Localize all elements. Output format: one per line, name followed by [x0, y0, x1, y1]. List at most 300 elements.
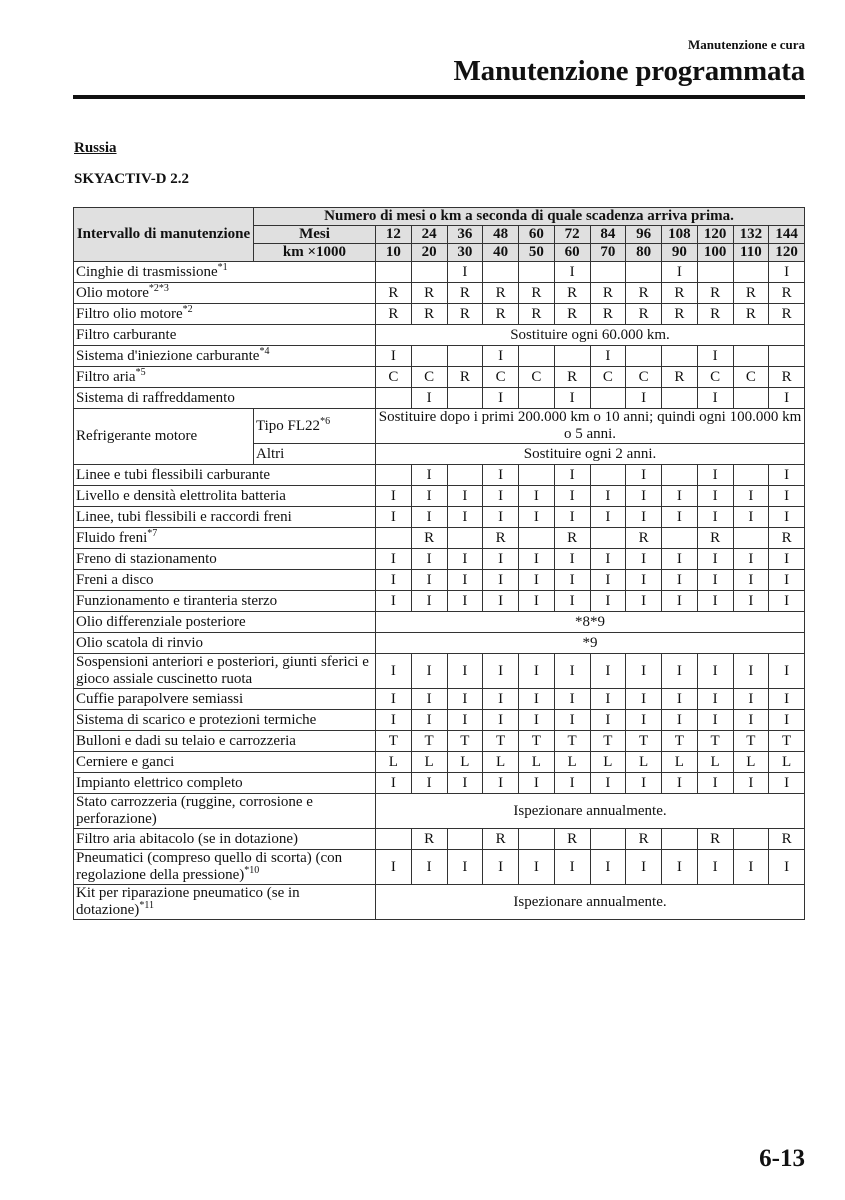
footnote-marker: *1	[217, 261, 228, 273]
schedule-cell: I	[447, 689, 483, 710]
schedule-cell: I	[519, 570, 555, 591]
schedule-cell	[733, 388, 769, 409]
item-name: Filtro aria abitacolo (se in dotazione)	[76, 830, 299, 847]
schedule-cell: L	[554, 752, 590, 773]
schedule-cell: I	[626, 507, 662, 528]
schedule-cell: L	[769, 752, 805, 773]
table-row	[74, 654, 805, 689]
schedule-cell: I	[554, 465, 590, 486]
schedule-cell: I	[769, 486, 805, 507]
schedule-cell: I	[697, 654, 733, 689]
schedule-cell: I	[519, 486, 555, 507]
schedule-cell: I	[697, 549, 733, 570]
schedule-cell	[733, 262, 769, 283]
schedule-cell: I	[411, 465, 447, 486]
month-132: 132	[733, 226, 769, 244]
schedule-cell: R	[411, 304, 447, 325]
schedule-cell: R	[554, 829, 590, 850]
schedule-table-body	[74, 208, 805, 920]
table-row	[74, 346, 805, 367]
schedule-cell: I	[626, 689, 662, 710]
schedule-cell: T	[483, 731, 519, 752]
schedule-cell: I	[662, 570, 698, 591]
schedule-cell	[411, 346, 447, 367]
schedule-cell	[519, 829, 555, 850]
schedule-cell: I	[447, 710, 483, 731]
item-label	[74, 465, 376, 486]
schedule-cell: I	[662, 710, 698, 731]
schedule-cell: R	[590, 283, 626, 304]
schedule-cell: T	[662, 731, 698, 752]
schedule-cell: R	[411, 283, 447, 304]
schedule-cell	[590, 528, 626, 549]
km-110: 110	[733, 244, 769, 262]
item-label	[74, 304, 376, 325]
schedule-cell: I	[411, 654, 447, 689]
table-row	[74, 633, 805, 654]
schedule-cell: I	[483, 591, 519, 612]
schedule-cell: I	[376, 570, 412, 591]
schedule-cell: I	[626, 570, 662, 591]
schedule-cell: I	[733, 591, 769, 612]
coolant-type-name: Tipo FL22	[256, 417, 321, 434]
table-row	[74, 283, 805, 304]
schedule-cell: I	[411, 773, 447, 794]
schedule-cell: R	[590, 304, 626, 325]
schedule-cell	[519, 388, 555, 409]
schedule-cell: I	[697, 591, 733, 612]
item-label	[74, 773, 376, 794]
schedule-cell	[662, 829, 698, 850]
schedule-cell: I	[626, 388, 662, 409]
schedule-cell: I	[411, 689, 447, 710]
item-name: Kit per riparazione pneumatico (se in dotazione)	[76, 885, 300, 918]
table-row	[74, 773, 805, 794]
schedule-cell: I	[662, 654, 698, 689]
schedule-cell: I	[483, 465, 519, 486]
schedule-cell: R	[411, 528, 447, 549]
schedule-cell: I	[483, 486, 519, 507]
schedule-cell: I	[483, 570, 519, 591]
schedule-cell: R	[769, 367, 805, 388]
schedule-cell: I	[697, 850, 733, 885]
schedule-cell: I	[733, 654, 769, 689]
month-60: 60	[519, 226, 555, 244]
schedule-cell: I	[483, 346, 519, 367]
schedule-cell: I	[626, 710, 662, 731]
interval-header: Intervallo di manutenzione	[74, 208, 254, 262]
schedule-cell	[590, 829, 626, 850]
table-row	[74, 325, 805, 346]
schedule-cell: I	[733, 850, 769, 885]
item-name: Fluido freni	[76, 529, 148, 546]
table-row	[74, 262, 805, 283]
item-name: Livello e densità elettrolita batteria	[76, 487, 286, 504]
schedule-cell	[411, 262, 447, 283]
schedule-cell: I	[447, 549, 483, 570]
schedule-cell: I	[447, 507, 483, 528]
schedule-cell: I	[554, 773, 590, 794]
schedule-cell: I	[554, 388, 590, 409]
schedule-cell: L	[411, 752, 447, 773]
schedule-cell: R	[554, 528, 590, 549]
schedule-cell: I	[662, 689, 698, 710]
coolant-fl22-label	[254, 409, 376, 444]
item-note: Sostituire ogni 60.000 km.	[376, 325, 805, 346]
month-120: 120	[697, 226, 733, 244]
schedule-cell: I	[733, 689, 769, 710]
schedule-cell: I	[733, 507, 769, 528]
schedule-cell: I	[697, 346, 733, 367]
schedule-cell: T	[376, 731, 412, 752]
schedule-cell: I	[769, 388, 805, 409]
item-name: Freno di stazionamento	[76, 550, 217, 567]
schedule-cell: L	[519, 752, 555, 773]
section-header: Manutenzione e cura	[688, 37, 805, 52]
schedule-cell: R	[733, 304, 769, 325]
month-144: 144	[769, 226, 805, 244]
schedule-cell	[376, 528, 412, 549]
schedule-cell: C	[411, 367, 447, 388]
schedule-cell: L	[626, 752, 662, 773]
schedule-cell: L	[376, 752, 412, 773]
schedule-cell: I	[626, 850, 662, 885]
schedule-cell: R	[626, 829, 662, 850]
schedule-cell	[447, 346, 483, 367]
km-label: km ×1000	[254, 244, 376, 262]
item-label	[74, 507, 376, 528]
schedule-cell: I	[519, 850, 555, 885]
schedule-cell: T	[733, 731, 769, 752]
schedule-cell: I	[697, 570, 733, 591]
footnote-marker: *10	[244, 865, 260, 876]
item-name: Olio differenziale posteriore	[76, 613, 246, 630]
schedule-cell: I	[554, 262, 590, 283]
schedule-cell: I	[590, 570, 626, 591]
schedule-cell	[626, 262, 662, 283]
schedule-cell	[376, 465, 412, 486]
table-row	[74, 409, 805, 444]
schedule-cell: I	[733, 549, 769, 570]
schedule-cell: I	[590, 773, 626, 794]
schedule-cell: R	[626, 283, 662, 304]
item-name: Filtro aria	[76, 368, 136, 385]
schedule-cell	[590, 262, 626, 283]
schedule-cell: I	[519, 773, 555, 794]
item-name: Filtro carburante	[76, 326, 177, 343]
schedule-cell: I	[554, 654, 590, 689]
schedule-cell	[447, 528, 483, 549]
schedule-cell: L	[590, 752, 626, 773]
table-row	[74, 367, 805, 388]
header-row	[74, 208, 805, 226]
schedule-cell: I	[662, 549, 698, 570]
schedule-cell	[662, 528, 698, 549]
schedule-cell: I	[483, 710, 519, 731]
schedule-cell: L	[447, 752, 483, 773]
table-row	[74, 612, 805, 633]
schedule-cell	[733, 528, 769, 549]
schedule-cell: R	[662, 283, 698, 304]
schedule-cell: I	[376, 689, 412, 710]
km-80: 80	[626, 244, 662, 262]
schedule-cell	[447, 829, 483, 850]
schedule-cell: T	[626, 731, 662, 752]
km-50: 50	[519, 244, 555, 262]
km-90: 90	[662, 244, 698, 262]
schedule-cell: I	[697, 689, 733, 710]
schedule-cell: R	[554, 367, 590, 388]
schedule-cell: T	[769, 731, 805, 752]
schedule-cell: I	[554, 507, 590, 528]
schedule-cell: I	[519, 549, 555, 570]
schedule-cell	[376, 829, 412, 850]
item-label	[74, 710, 376, 731]
schedule-cell: I	[447, 486, 483, 507]
schedule-cell: L	[662, 752, 698, 773]
schedule-cell: R	[483, 829, 519, 850]
schedule-cell: R	[697, 528, 733, 549]
schedule-cell: I	[769, 549, 805, 570]
item-note: *9	[376, 633, 805, 654]
schedule-cell: I	[411, 710, 447, 731]
item-note: Ispezionare annualmente.	[376, 794, 805, 829]
schedule-cell: I	[662, 262, 698, 283]
table-row	[74, 752, 805, 773]
month-84: 84	[590, 226, 626, 244]
schedule-cell: I	[554, 549, 590, 570]
footnote-marker: *7	[147, 527, 158, 539]
schedule-cell: I	[697, 773, 733, 794]
schedule-cell: I	[411, 507, 447, 528]
schedule-cell	[733, 465, 769, 486]
months-label: Mesi	[254, 226, 376, 244]
schedule-cell	[590, 388, 626, 409]
km-120: 120	[769, 244, 805, 262]
schedule-cell: I	[697, 388, 733, 409]
schedule-cell: I	[447, 773, 483, 794]
item-name: Olio motore	[76, 284, 149, 301]
schedule-cell: I	[626, 465, 662, 486]
schedule-cell	[519, 262, 555, 283]
schedule-cell: I	[697, 710, 733, 731]
coolant-label: Refrigerante motore	[74, 409, 254, 465]
schedule-cell: I	[733, 570, 769, 591]
schedule-cell: R	[733, 283, 769, 304]
schedule-cell: R	[769, 528, 805, 549]
schedule-cell: I	[697, 465, 733, 486]
schedule-cell	[733, 346, 769, 367]
item-label	[74, 689, 376, 710]
schedule-cell: C	[519, 367, 555, 388]
schedule-cell: I	[662, 507, 698, 528]
schedule-cell: I	[519, 689, 555, 710]
schedule-cell: I	[626, 486, 662, 507]
coolant-fl22-note: Sostituire dopo i primi 200.000 km o 10 anni; quindi ogni 100.000 km o 5 anni.	[376, 409, 805, 444]
schedule-cell: I	[733, 486, 769, 507]
schedule-cell: I	[519, 591, 555, 612]
schedule-cell: I	[733, 710, 769, 731]
item-label	[74, 283, 376, 304]
schedule-cell: I	[376, 654, 412, 689]
schedule-cell: C	[697, 367, 733, 388]
schedule-cell	[554, 346, 590, 367]
schedule-cell: I	[447, 654, 483, 689]
schedule-cell: I	[447, 591, 483, 612]
schedule-cell	[590, 465, 626, 486]
table-row	[74, 570, 805, 591]
schedule-cell	[662, 465, 698, 486]
item-name: Cinghie di trasmissione	[76, 263, 218, 280]
item-name: Freni a disco	[76, 571, 154, 588]
schedule-cell: I	[697, 486, 733, 507]
schedule-cell	[733, 829, 769, 850]
schedule-cell: I	[590, 549, 626, 570]
schedule-cell: I	[769, 710, 805, 731]
coolant-other-note: Sostituire ogni 2 anni.	[376, 444, 805, 465]
schedule-cell: I	[590, 507, 626, 528]
schedule-cell	[447, 465, 483, 486]
schedule-cell: I	[626, 591, 662, 612]
schedule-cell: I	[769, 850, 805, 885]
schedule-cell: L	[483, 752, 519, 773]
month-72: 72	[554, 226, 590, 244]
item-label	[74, 325, 376, 346]
schedule-cell: I	[519, 507, 555, 528]
schedule-cell: I	[376, 850, 412, 885]
schedule-cell: T	[697, 731, 733, 752]
month-24: 24	[411, 226, 447, 244]
schedule-cell: I	[376, 486, 412, 507]
schedule-cell: R	[447, 367, 483, 388]
schedule-cell: I	[447, 262, 483, 283]
schedule-cell: I	[447, 570, 483, 591]
schedule-cell: R	[376, 304, 412, 325]
table-row	[74, 549, 805, 570]
schedule-cell: I	[769, 773, 805, 794]
schedule-cell: I	[519, 654, 555, 689]
footnote-marker: *11	[139, 900, 154, 911]
schedule-cell: I	[376, 710, 412, 731]
item-name: Filtro olio motore	[76, 305, 183, 322]
table-row	[74, 486, 805, 507]
item-name: Sospensioni anteriori e posteriori, giunti sferici e gioco assiale cuscinetto ruota	[76, 654, 369, 687]
month-96: 96	[626, 226, 662, 244]
schedule-cell: T	[554, 731, 590, 752]
schedule-cell: I	[769, 507, 805, 528]
footnote-marker: *5	[135, 366, 146, 378]
schedule-cell	[447, 388, 483, 409]
item-label	[74, 885, 376, 920]
schedule-cell: R	[519, 283, 555, 304]
km-40: 40	[483, 244, 519, 262]
schedule-cell: I	[483, 388, 519, 409]
schedule-cell: I	[769, 689, 805, 710]
item-name: Sistema d'iniezione carburante	[76, 347, 260, 364]
schedule-cell: I	[483, 549, 519, 570]
schedule-cell: I	[554, 486, 590, 507]
schedule-cell: I	[483, 507, 519, 528]
schedule-cell: C	[376, 367, 412, 388]
schedule-cell: I	[519, 710, 555, 731]
schedule-cell: I	[376, 591, 412, 612]
km-60: 60	[554, 244, 590, 262]
schedule-cell: I	[590, 654, 626, 689]
schedule-cell: I	[769, 570, 805, 591]
schedule-cell: C	[483, 367, 519, 388]
page-title: Manutenzione programmata	[453, 55, 805, 87]
month-108: 108	[662, 226, 698, 244]
schedule-cell: R	[769, 283, 805, 304]
item-label	[74, 528, 376, 549]
page-number: 6-13	[759, 1145, 805, 1172]
schedule-cell: R	[447, 304, 483, 325]
schedule-cell: I	[662, 773, 698, 794]
item-label	[74, 752, 376, 773]
schedule-cell	[626, 346, 662, 367]
km-30: 30	[447, 244, 483, 262]
month-48: 48	[483, 226, 519, 244]
schedule-cell: R	[519, 304, 555, 325]
title-rule	[73, 95, 805, 99]
schedule-cell	[519, 528, 555, 549]
interval-caption: Numero di mesi o km a seconda di quale scadenza arriva prima.	[254, 208, 805, 226]
schedule-cell: I	[411, 549, 447, 570]
schedule-cell: I	[662, 850, 698, 885]
item-name: Sistema di scarico e protezioni termiche	[76, 711, 317, 728]
table-row	[74, 507, 805, 528]
item-label	[74, 367, 376, 388]
km-100: 100	[697, 244, 733, 262]
km-20: 20	[411, 244, 447, 262]
schedule-cell: R	[662, 367, 698, 388]
schedule-cell	[376, 262, 412, 283]
schedule-cell: I	[376, 773, 412, 794]
schedule-cell: I	[483, 654, 519, 689]
table-row	[74, 794, 805, 829]
table-row	[74, 829, 805, 850]
schedule-cell: I	[769, 654, 805, 689]
schedule-cell: I	[590, 850, 626, 885]
schedule-cell: R	[697, 304, 733, 325]
item-label	[74, 591, 376, 612]
footnote-marker: *2	[182, 303, 193, 315]
schedule-cell: L	[697, 752, 733, 773]
schedule-cell: R	[483, 283, 519, 304]
month-36: 36	[447, 226, 483, 244]
schedule-cell: C	[590, 367, 626, 388]
schedule-cell: I	[411, 591, 447, 612]
schedule-cell: I	[590, 346, 626, 367]
schedule-cell: R	[697, 283, 733, 304]
schedule-cell	[697, 262, 733, 283]
schedule-cell: I	[590, 710, 626, 731]
schedule-cell: I	[769, 262, 805, 283]
schedule-cell: I	[483, 773, 519, 794]
schedule-cell: I	[411, 850, 447, 885]
item-name: Cuffie parapolvere semiassi	[76, 690, 244, 707]
table-row	[74, 689, 805, 710]
schedule-cell: I	[554, 710, 590, 731]
item-name: Linee, tubi flessibili e raccordi freni	[76, 508, 292, 525]
schedule-cell: R	[411, 829, 447, 850]
km-70: 70	[590, 244, 626, 262]
schedule-cell: R	[662, 304, 698, 325]
item-name: Funzionamento e tiranteria sterzo	[76, 592, 278, 609]
schedule-cell: I	[554, 689, 590, 710]
schedule-cell: R	[554, 283, 590, 304]
item-label	[74, 633, 376, 654]
